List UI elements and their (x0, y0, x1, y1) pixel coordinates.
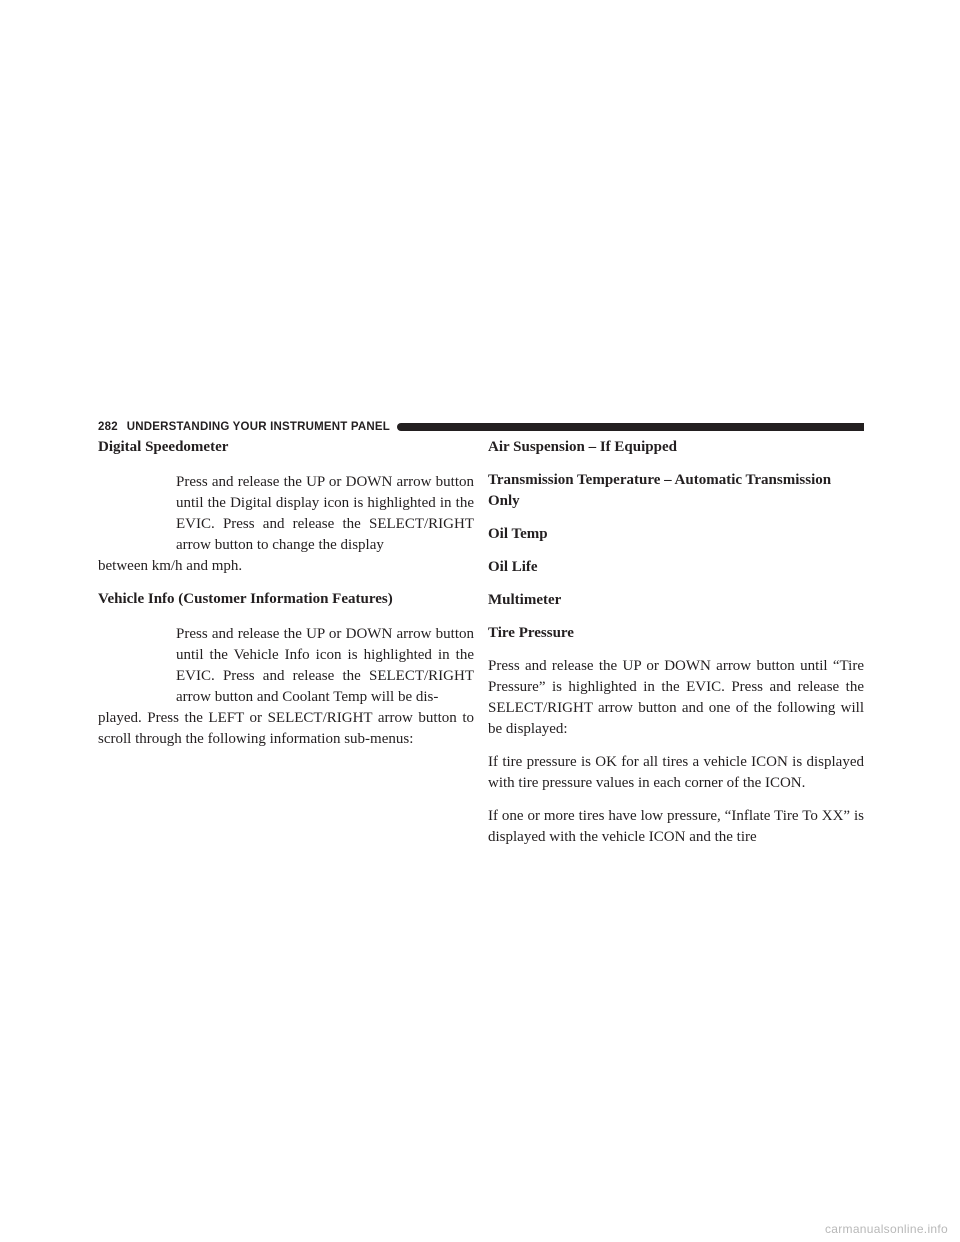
heading-oil-temp: Oil Temp (488, 526, 548, 542)
heading-tire-pressure: Tire Pressure (488, 625, 574, 641)
heading-air-suspension: Air Suspension – If Equipped (488, 439, 677, 455)
page-header (98, 419, 864, 435)
section-title: UNDERSTANDING YOUR INSTRUMENT PANEL (126, 421, 390, 433)
heading-transmission-temperature: Transmission Temperature – Automatic Transmission Only (488, 472, 832, 509)
tire-pressure-ok-text: If tire pressure is OK for all tires a vehicle ICON is displayed with tire pressure values in each corner of the ICON. (488, 754, 864, 791)
header-rule (397, 423, 864, 431)
tire-pressure-instructions: Press and release the UP or DOWN arrow button until “Tire Pressure” is highlighted in the EVIC. Press and release the SELECT/RIGHT arrow button and one of the following will be displayed: (488, 658, 864, 737)
page-number: 282 (98, 421, 118, 433)
heading-multimeter: Multimeter (488, 592, 562, 608)
right-column (488, 437, 864, 848)
digital-speedometer-instructions: Press and release the UP or DOWN arrow button until the Digital display icon is highlighted in the EVIC. Press and release the SELECT/RIGHT arrow button to change the display (176, 474, 474, 553)
tire-pressure-low-text: If one or more tires have low pressure, “Inflate Tire To XX” is displayed with the vehicle ICON and the tire (488, 808, 864, 845)
vehicle-info-instructions-tail: played. Press the LEFT or SELECT/RIGHT arrow button to scroll through the following information sub-menus: (98, 710, 474, 747)
heading-oil-life: Oil Life (488, 559, 538, 575)
heading-digital-speedometer: Digital Speedometer (98, 439, 229, 455)
left-column (98, 437, 474, 750)
vehicle-info-instructions: Press and release the UP or DOWN arrow button until the Vehicle Info icon is highlighted in the EVIC. Press and release the SELECT/RIGHT arrow button and Coolant Temp will be dis- (176, 626, 474, 705)
heading-vehicle-info: Vehicle Info (Customer Information Features) (98, 591, 393, 607)
digital-speedometer-instructions-tail: between km/h and mph. (98, 558, 243, 574)
watermark: carmanualsonline.info (824, 1222, 948, 1236)
